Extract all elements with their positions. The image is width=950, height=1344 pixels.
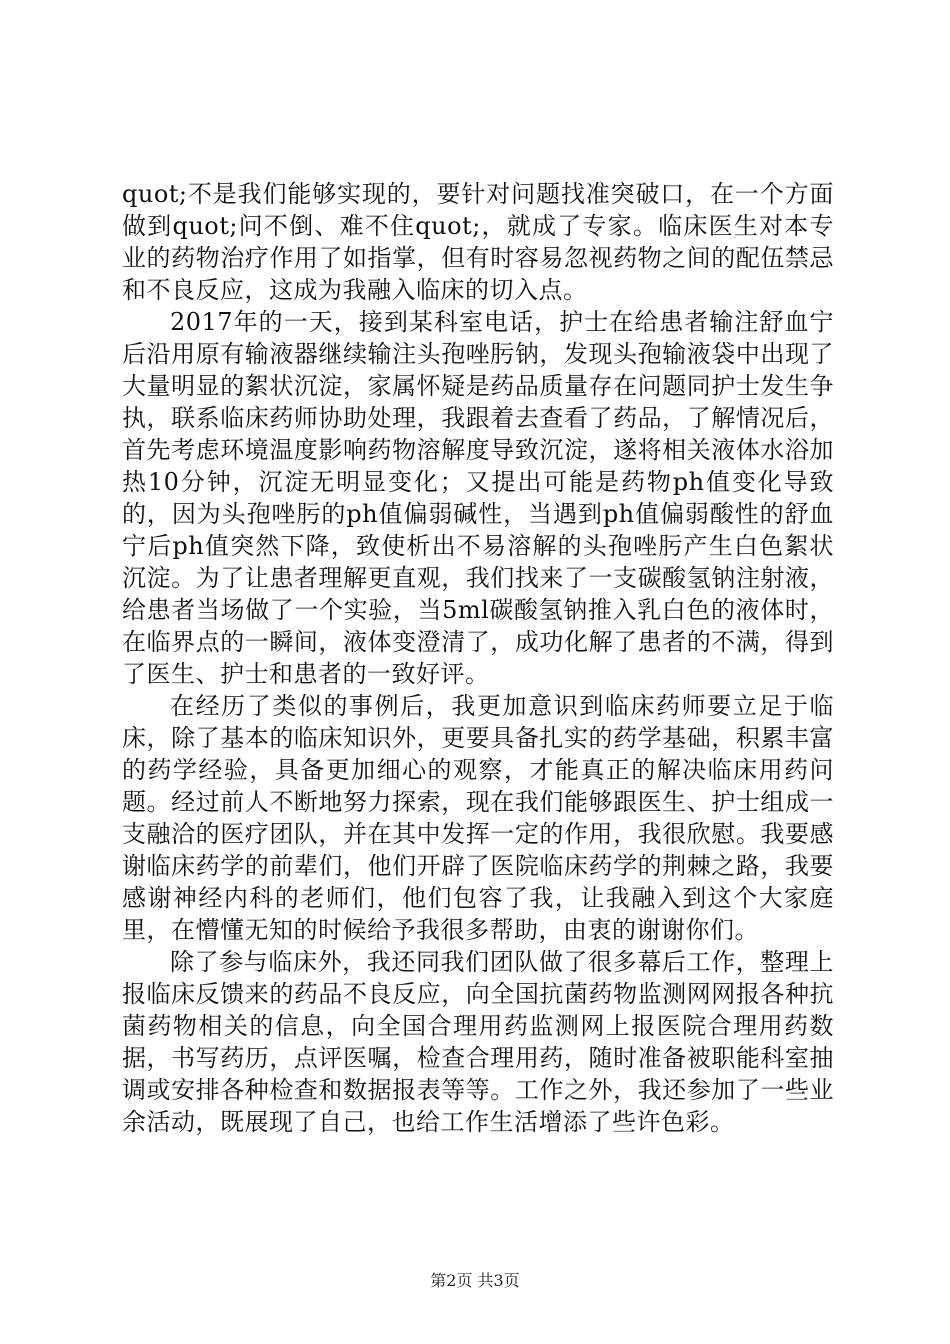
paragraph-4: 除了参与临床外，我还同我们团队做了很多幕后工作，整理上报临床反馈来的药品不良反应，向全国抗菌药物监测网网报各种抗菌药物相关的信息，向全国合理用药监测网上报医院合理用药数据，书写药历，点评医嘱，检查合理用药，随时准备被职能科室抽调或安排各种检查和数据报表等等。工作之外，我还参加了一些业余活动，既展现了自己，也给工作生活增添了些许色彩。 (122, 948, 834, 1136)
paragraph-2: 2017年的一天，接到某科室电话，护士在给患者输注舒血宁后沿用原有输液器继续输注头孢唑肟钠，发现头孢输液袋中出现了大量明显的絮状沉淀，家属怀疑是药品质量存在问题同护士发生争执，联系临床药师协助处理，我跟着去查看了药品，了解情况后，首先考虑环境温度影响药物溶解度导致沉淀，遂将相关液体水浴加热10分钟，沉淀无明显变化；又提出可能是药物ph值变化导致的，因为头孢唑肟的ph值偏弱碱性，当遇到ph值偏弱酸性的舒血宁后ph值突然下降，致使析出不易溶解的头孢唑肟产生白色絮状沉淀。为了让患者理解更直观，我们找来了一支碳酸氢钠注射液，给患者当场做了一个实验，当5ml碳酸氢钠推入乳白色的液体时，在临界点的一瞬间，液体变澄清了，成功化解了患者的不满，得到了医生、护士和患者的一致好评。 (122, 308, 834, 688)
document-body (122, 178, 834, 1138)
paragraph-1: quot;不是我们能够实现的，要针对问题找准突破口，在一个方面做到quot;问不倒、难不住quot;，就成了专家。临床医生对本专业的药物治疗作用了如指掌，但有时容易忽视药物之间的配伍禁忌和不良反应，这成为我融入临床的切入点。 (122, 180, 834, 304)
page-footer: 第2页 共3页 (430, 1271, 520, 1290)
paragraph-3: 在经历了类似的事例后，我更加意识到临床药师要立足于临床，除了基本的临床知识外，更要具备扎实的药学基础，积累丰富的药学经验，具备更加细心的观察，才能真正的解决临床用药问题。经过前人不断地努力探索，现在我们能够跟医生、护士组成一支融洽的医疗团队，并在其中发挥一定的作用，我很欣慰。我要感谢临床药学的前辈们，他们开辟了医院临床药学的荆棘之路，我要感谢神经内科的老师们，他们包容了我，让我融入到这个大家庭里，在懵懂无知的时候给予我很多帮助，由衷的谢谢你们。 (122, 692, 834, 944)
